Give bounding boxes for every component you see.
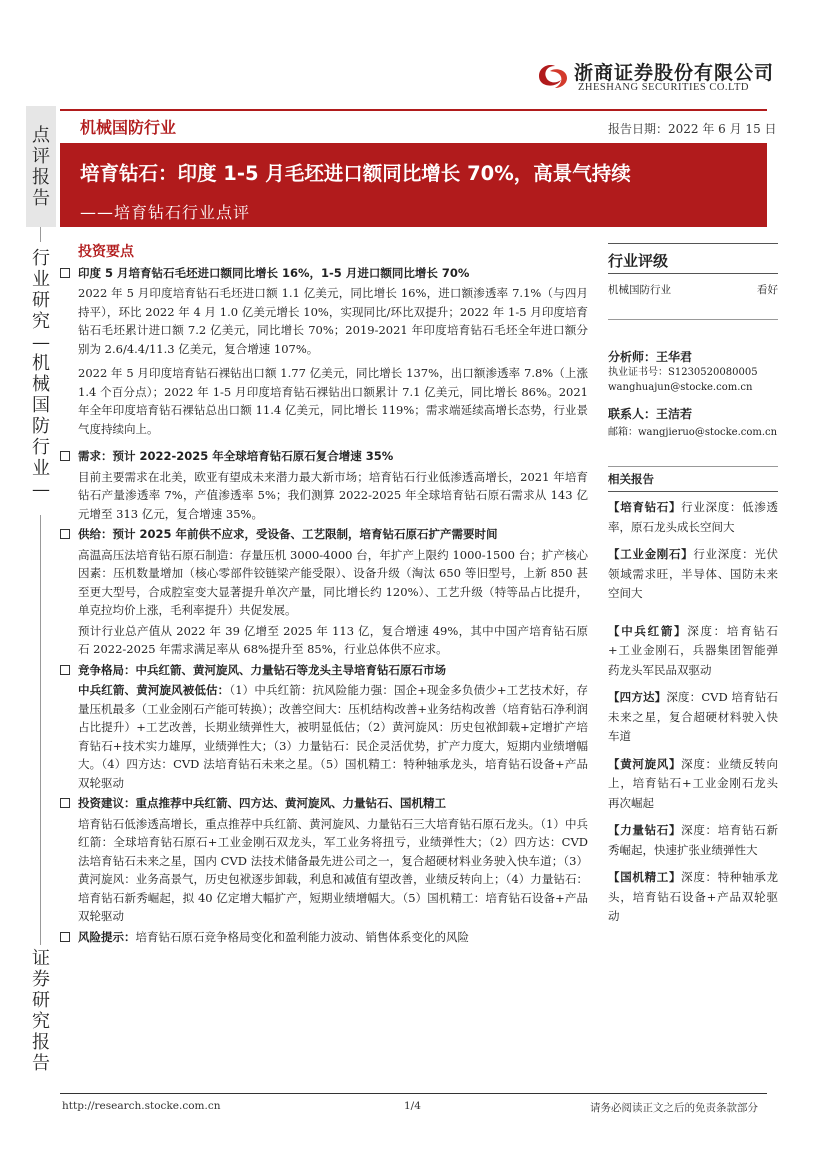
related-report-item: 【国机精工】深度：特种轴承龙头，培育钻石设备+产品双轮驱动 [608, 870, 779, 923]
side-label-middle: 行业研究—机械国防行业— [32, 248, 50, 500]
bullet-heading: 风险提示：培育钻石原石竞争格局变化和盈利能力波动、销售体系变化的风险 [78, 928, 588, 947]
related-report-item: 【力量钻石】深度：培育钻石新秀崛起，快速扩张业绩弹性大 [608, 823, 779, 857]
section-title: 投资要点 [78, 244, 134, 260]
contact-name: 联系人：王洁若 [608, 407, 693, 421]
main-content [78, 243, 588, 948]
rating-industry: 机械国防行业 [608, 284, 671, 296]
company-name-en: ZHESHANG SECURITIES CO.LTD [578, 82, 749, 93]
contact-email: 邮箱：wangjieruo@stocke.com.cn [608, 427, 778, 438]
paragraph-lead: 中兵红箭、黄河旋风被低估： [78, 683, 230, 697]
footer-disclaimer: 请务必阅读正文之后的免责条款部分 [590, 1102, 758, 1114]
related-report-item: 【四方达】深度：CVD 培育钻石未来之星，复合超硬材料驶入快车道 [608, 690, 778, 743]
company-logo-icon [536, 62, 570, 90]
side-label-top: 点评报告 [32, 125, 50, 209]
paragraph: 高温高压法培育钻石原石制造：存量压机 3000-4000 台，年扩产上限约 1000-1500 台；扩产核心因素：压机数量增加（核心零部件铰链梁产能受限）、设备升级（淘汰 650 等旧型号，上新 850 甚至更大型号，合成腔室变大显著提升单次产量，同比增长约 120%）、工艺升级（特等品占比提升，单克拉均价上涨，毛利率提升）共促发展。 [78, 547, 588, 617]
related-report-item: 【黄河旋风】深度：业绩反转向上，培育钻石+工业金刚石龙头再次崛起 [608, 756, 779, 810]
report-date: 报告日期：2022 年 6 月 15 日 [608, 122, 777, 136]
bullet-heading: 竞争格局：中兵红箭、黄河旋风、力量钻石等龙头主导培育钻石原石市场 [78, 661, 588, 680]
side-label-bottom: 证券研究报告 [32, 948, 50, 1074]
paragraph: 中兵红箭、黄河旋风被低估：（1）中兵红箭：抗风险能力强：国企+现金多负债少+工艺技术好，存量压机最多（工业金刚石产能可转换）；改善空间大：压机结构改善+业务结构改善（培育钻石净利润占比提升）+工艺改善，长期业绩弹性大，被明显低估；（2）黄河旋风：历史包袱卸载+定增扩产培育钻石+技术实力雄厚，业绩弹性大；（3）力量钻石：民企灵活优势，扩产力度大，短期内业绩增幅大。（4）四方达：CVD 法培育钻石未来之星。（5）国机精工：特种轴承龙头，培育钻石设备+产品双轮驱动 [78, 683, 589, 790]
related-report-item: 【培育钻石】行业深度：低渗透率，原石龙头成长空间大 [608, 500, 779, 534]
report-subtitle: ——培育钻石行业点评 [80, 203, 251, 222]
footer-divider [60, 1093, 767, 1094]
analyst-name: 分析师：王华君 [608, 350, 693, 364]
page-number: 1/4 [404, 1100, 421, 1112]
side-divider [40, 515, 41, 945]
rating-value: 看好 [757, 284, 778, 296]
bullet-heading: 需求：预计 2022-2025 年全球培育钻石原石复合增速 35% [78, 447, 588, 466]
license-number: 执业证书号：S1230520080005 [608, 367, 758, 378]
company-name-cn: 浙商证券股份有限公司 [574, 62, 775, 84]
paragraph: 目前主要需求在北美，欧亚有望成未来潜力最大新市场；培育钻石行业低渗透高增长，2021 年培育钻石产量渗透率 7%，产值渗透率 5%；我们测算 2022-2025 年全球培育钻石原石需求从 143 亿元增至 313 亿元，复合增速 35%。 [78, 469, 588, 521]
rating-row [608, 282, 778, 297]
related-report-item: 【工业金刚石】行业深度：光伏领域需求旺，半导体、国防未来空间大 [608, 547, 779, 600]
related-report-item: 【中兵红箭】深度：培育钻石+工业金刚石，兵器集团智能弹药龙头军民品双驱动 [608, 623, 778, 677]
analyst-email: wanghuajun@stocke.com.cn [608, 382, 753, 393]
bullet-heading: 印度 5 月培育钻石毛坯进口额同比增长 16%，1-5 月进口额同比增长 70% [78, 264, 588, 283]
related-reports-title: 相关报告 [608, 472, 654, 486]
paragraph: 2022 年 5 月印度培育钻石裸钻出口额 1.77 亿美元，同比增长 137%，出口额渗透率 7.8%（上涨 1.4 个百分点）；2022 年 1-5 月印度培育钻石裸钻出口额累计 7.1 亿美元，同比增长 86%。2021 年全年印度培育钻石裸钻总出口额 11.4 亿美元，同比增长 119%；需求端延续高增长态势，行业景气度持续向上。 [78, 366, 588, 436]
side-divider [40, 227, 41, 242]
rating-title: 行业评级 [608, 252, 669, 270]
sidebar [608, 243, 778, 935]
paragraph: 预计行业总产值从 2022 年 39 亿增至 2025 年 113 亿，复合增速 49%，其中中国产培育钻石原石 2022-2025 年需求满足率从 68%提升至 85%，行业总体供不应求。 [78, 623, 588, 656]
paragraph: 培育钻石低渗透高增长，重点推荐中兵红箭、黄河旋风、力量钻石三大培育钻石原石龙头。（1）中兵红箭：全球培育钻石原石+工业金刚石双龙头，军工业务将扭亏，业绩弹性大；（2）四方达：CVD 法培育钻石未来之星，国内 CVD 法技术储备最先进公司之一，复合超硬材料业务驶入快车道；（3）黄河旋风：业务高景气，历史包袱逐步卸载，利息和减值有望改善，业绩反转向上；（4）力量钻石：培育钻石新秀崛起，拟 40 亿定增大幅扩产，短期业绩增幅大。（5）国机精工：培育钻石设备+产品双轮驱动 [78, 816, 588, 923]
paragraph: 2022 年 5 月印度培育钻石毛坯进口额 1.1 亿美元，同比增长 16%，进口额渗透率 7.1%（与四月持平），环比 2022 年 4 月 1.0 亿美元增长 10%，实现同比/环比双提升；2022 年 1-5 月印度培育钻石毛坯累计进口额 7.2 亿美元，同比增长 70%；2019-2021 年印度培育钻石毛坯全年进口额分别为 2.6/4.4/11.3 亿美元，复合增速 107%。 [78, 286, 588, 356]
industry-label: 机械国防行业 [80, 118, 177, 137]
footer-url[interactable]: http://research.stocke.com.cn [62, 1100, 221, 1112]
bullet-heading: 供给：预计 2025 年前供不应求，受设备、工艺限制，培育钻石原石扩产需要时间 [78, 525, 588, 544]
header-divider [60, 109, 767, 111]
bullet-heading: 投资建议：重点推荐中兵红箭、四方达、黄河旋风、力量钻石、国机精工 [78, 794, 588, 813]
report-title: 培育钻石：印度 1-5 月毛坯进口额同比增长 70%，高景气持续 [80, 162, 631, 185]
